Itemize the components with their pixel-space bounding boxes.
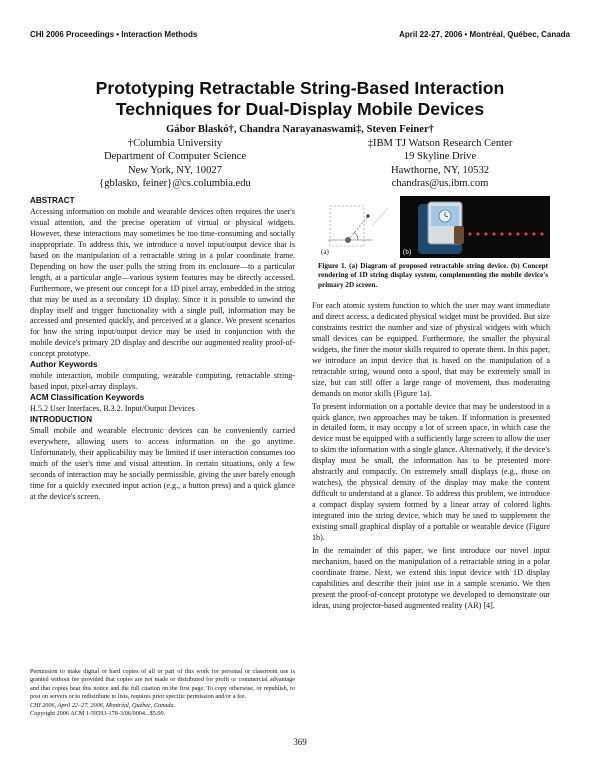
figure-caption: Figure 1. (a) Diagram of proposed retractable string device. (b) Concept rendering of 1D string display system, complementing the mobile device's primary 2D screen. [318, 262, 548, 289]
right-column [312, 301, 550, 612]
diagram-background [318, 196, 398, 258]
running-header-left: CHI 2006 Proceedings • Interaction Methods [30, 30, 198, 39]
affiliation-right-line: chandras@us.ibm.com [391, 178, 489, 190]
string-spool [345, 237, 351, 243]
acm-heading: ACM Classification Keywords [30, 393, 145, 403]
led-light [509, 233, 512, 236]
abstract-text: Accessing information on mobile and wearable devices often requires the user's visual attention, and the precise operation of virtual or physical widgets. However, these interactions may sometimes be too time-consuming and socially inappropriate. To address this, we introduce a novel input/output device that is based on the manipulation of a retractable string in a polar coordinate frame. Depending on how the user pulls the string from its enclosure—to a particular length, at a particular angle—various system features may be directly accessed. Furthermore, we present our concept for a 1D pixel array, embedded in the string that may be used as a secondary 1D display. Since it is possible to unwind the display itself and trigger functionality with a single pull, information may be accessed and presented quickly, and perceived at a glance. We present scenarios for how the string input/output device may be used in conjunction with the mobile device's primary 2D display and describe our augmented reality proof-of-concept prototype. [30, 206, 295, 359]
affiliation-left-line: {gblasko, feiner}@cs.columbia.edu [99, 178, 251, 190]
string-handle [366, 214, 369, 217]
string-enclosure [454, 226, 464, 244]
introduction-text: Small mobile and wearable electronic devices can be conveniently carried everywhere, allowing users to access information on the go anytime. Unfortunately, their applicability may be limited if user interaction consumes too much of the user's time and visual attention. In certain situations, only a few seconds of interaction may be socially permissible, giving the user barely enough time for a quickly executed input action (e.g., a button press) and a quick glance at the device's screen. [30, 426, 295, 501]
affiliation-left [90, 137, 260, 191]
author-list: Gábor Blaskó†, Chandra Narayanaswami‡, Steven Feiner† [166, 124, 434, 135]
title-line-2: Techniques for Dual-Display Mobile Devices [115, 99, 485, 119]
copyright-notice: Copyright 2006 ACM 1-59593-178-3/06/0004...$5.00. [30, 710, 166, 718]
led-light [469, 233, 472, 236]
figure-label-b: (b) [403, 248, 412, 256]
left-column [30, 196, 295, 503]
led-light [501, 233, 504, 236]
affiliation-right-line: 19 Skyline Drive [403, 151, 477, 163]
led-light [533, 233, 536, 236]
led-light [517, 233, 520, 236]
led-light [525, 233, 528, 236]
figure-label-a: (a) [321, 248, 329, 256]
running-header-right: April 22-27, 2006 • Montréal, Québec, Canada [399, 30, 570, 39]
conference-venue: CHI 2006, April 22–27, 2006, Montréal, Québec, Canada. [30, 701, 176, 709]
figure-1a-diagram [318, 196, 398, 258]
keywords-heading: Author Keywords [30, 360, 98, 370]
body-paragraph: To present information on a portable device that may be understood in a quick glance, two approaches may be taken. If information is presented in detailed form, it may occupy a lot of screen space, in which case the device must be equipped with a sufficiently large screen to allow the user to skim the information with a single glance. Alternatively, if the device's display must be small, the information has to be presented more abstractly and compactly. On extremely small displays (e.g., those on watches), the physical density of the display may make the content difficult to understand at a glance. To address this problem, we introduce a compact display system formed by a linear array of colored lights integrated into the string device, which may be used to supplement the existing small graphical display of a portable or wearable device (Figure 1b). [312, 401, 550, 543]
led-light [493, 233, 496, 236]
paper-title [30, 78, 570, 120]
affiliation-left-line: New York, NY, 10027 [128, 164, 222, 176]
keywords-text: mobile interaction, mobile computing, wearable computing, retractable string-based input, pixel-array displays. [30, 371, 295, 392]
title-line-1: Prototyping Retractable String-Based Interaction [95, 78, 505, 98]
affiliation-right-line: Hawthorne, NY, 10532 [390, 164, 490, 176]
permission-block [30, 668, 295, 718]
led-light [485, 233, 488, 236]
introduction-heading: INTRODUCTION [30, 415, 93, 425]
body-paragraph: For each atomic system function to which the user may want immediate and direct access, a dedicated physical widget must be provided. But size constraints restrict the number and size of physical widgets with which small devices can be equipped. Furthermore, the smaller the physical widgets, the finer the motor skills required to operate them. In this paper, we introduce an input device that is based on the manipulation of a retractable string, wound onto a spool, that may be extremely small in size, but can still offer a large range of movement, thus moderating demands on motor skills (Figure 1a). [312, 301, 550, 398]
affiliation-left-line: Department of Computer Science [103, 151, 247, 163]
abstract-heading: ABSTRACT [30, 196, 75, 205]
affiliation-left-line: †Columbia University [127, 138, 223, 149]
affiliation-right-line: ‡IBM TJ Watson Research Center [367, 138, 513, 149]
affiliation-right [340, 137, 540, 191]
acm-text: H.5.2 User Interfaces, B.3.2. Input/Output Devices [30, 404, 195, 414]
body-paragraph: In the remainder of this paper, we first introduce our novel input mechanism, based on the manipulation of a retractable string in a polar coordinate frame. Next, we extend this input device with 1D display capabilities and describe their joint use in a sample scenario. We then present the proof-of-concept prototype we developed to demonstrate our ideas, using projector-based augmented reality (AR) [4]. [312, 545, 550, 610]
page-number: 369 [293, 737, 307, 747]
figure-1b-rendering [400, 196, 550, 258]
permission-text: Permission to make digital or hard copies of all or part of this work for personal or classroom use is granted without fee provided that copies are not made or distributed for profit or commercial advantage and that copies bear this notice and the full citation on the first page. To copy otherwise, or republish, to post on servers or to redistribute to lists, requires prior specific permission and/or a fee. [30, 668, 295, 701]
led-light [541, 233, 544, 236]
led-light [477, 233, 480, 236]
